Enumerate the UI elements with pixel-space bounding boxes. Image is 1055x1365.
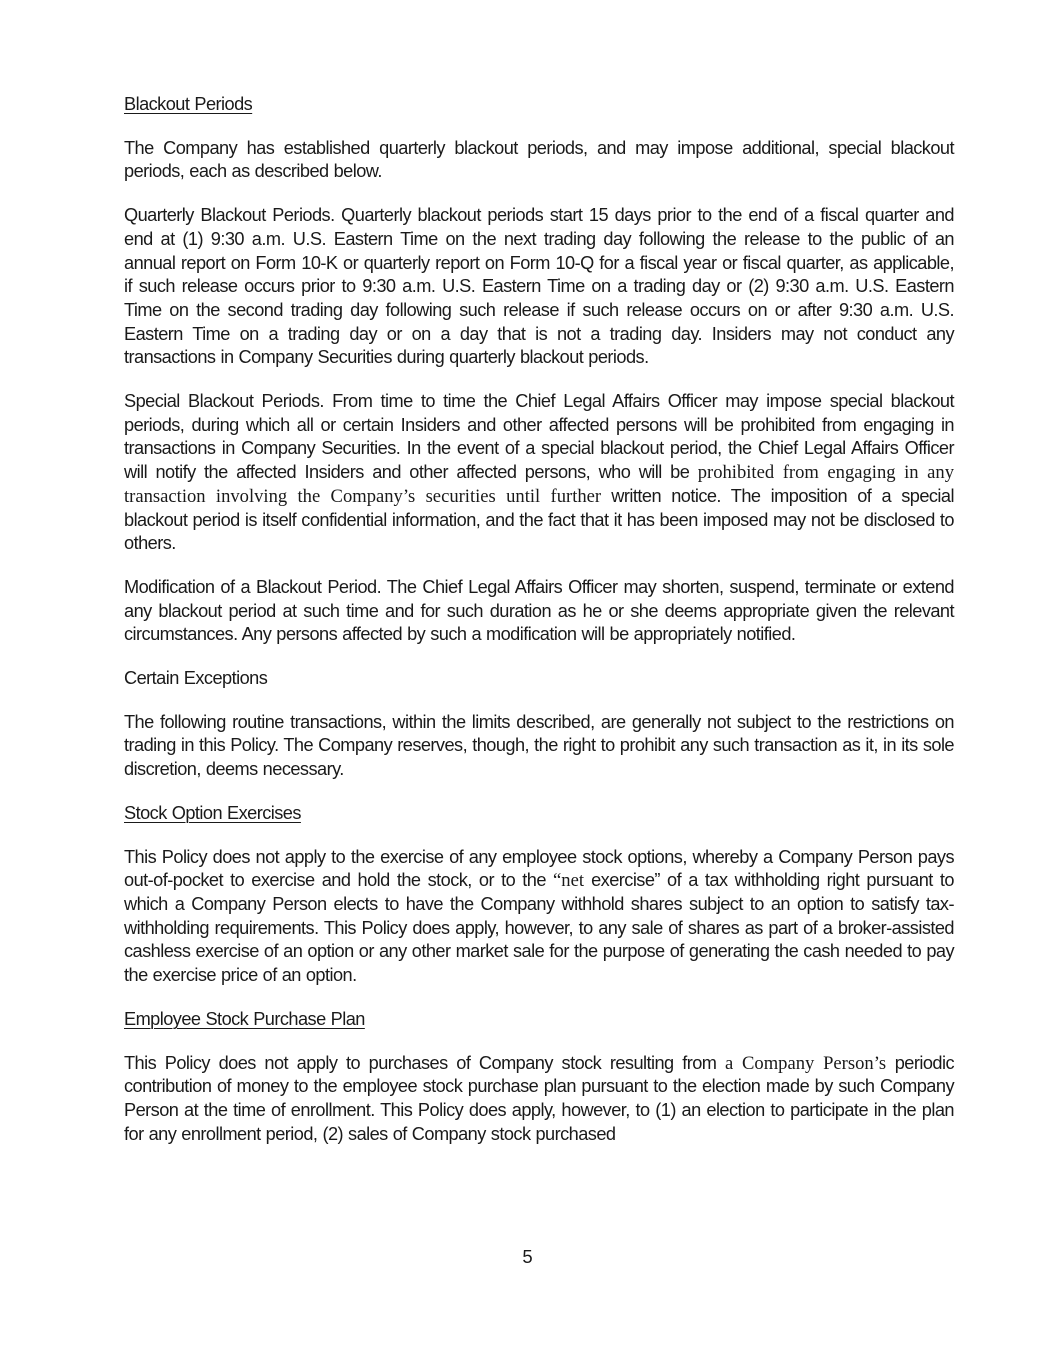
document-page (124, 93, 954, 1166)
stock-options-text-2: exercise” of a tax withholding right pursuant to which a Company Person elects to have the Company withhold shares subject to an option to satisfy tax-withholding requirements. This Policy does apply, however, to any sale of shares as part of a broker-assisted cashless exercise of an option or any other market sale for the purpose of generating the cash needed to pay the exercise price of an option. (124, 870, 954, 986)
paragraph-exceptions: The following routine transactions, within the limits described, are generally not subject to the restrictions on trading in this Policy. The Company reserves, though, the right to prohibit any such transaction as it, in its sole discretion, deems necessary. (124, 711, 954, 780)
paragraph-blackout-intro: The Company has established quarterly blackout periods, and may impose additional, special blackout periods, each as described below. (124, 137, 954, 182)
stock-options-serif-text: “net (553, 870, 584, 892)
paragraph-espp (124, 1052, 954, 1147)
heading-certain-exceptions: Certain Exceptions (124, 668, 268, 689)
espp-text-2: periodic contribution of money to the employee stock purchase plan pursuant to the election made by such Company Person at the time of enrollment. This Policy does apply, however, to (1) an election to participate in the plan for any enrollment period, (2) sales of Company stock purchased (124, 1052, 954, 1144)
stock-options-text-1: This Policy does not apply to the exercise of any employee stock options, whereby a Company Person pays out-of-pocket to exercise and hold the stock, or to the (124, 846, 954, 891)
special-blackout-serif-text: prohibited from engaging in any transaction involving the Company’s securities until further (124, 462, 954, 507)
special-blackout-text-1: Special Blackout Periods. From time to time the Chief Legal Affairs Officer may impose special blackout periods, during which all or certain Insiders and other affected persons will be prohibited from engaging in transactions in Company Securities. In the event of a special blackout period, the Chief Legal Affairs Officer will notify the affected Insiders and other affected persons, who will be (124, 391, 954, 483)
page-number: 5 (522, 1246, 533, 1267)
heading-stock-option-exercises: Stock Option Exercises (124, 802, 301, 823)
paragraph-quarterly-blackout: Quarterly Blackout Periods. Quarterly blackout periods start 15 days prior to the end of a fiscal quarter and end at (1) 9:30 a.m. U.S. Eastern Time on the next trading day following the release to the public of an annual report on Form 10-K or quarterly report on Form 10-Q for a fiscal year or fiscal quarter, as applicable, if such release occurs prior to 9:30 a.m. U.S. Eastern Time on a trading day or (2) 9:30 a.m. U.S. Eastern Time on the second trading day following such release if such release occurs on or after 9:30 a.m. U.S. Eastern Time on a trading day or on a day that is not a trading day. Insiders may not conduct any transactions in Company Securities during quarterly blackout periods. (124, 205, 954, 368)
heading-employee-stock-purchase-plan: Employee Stock Purchase Plan (124, 1008, 365, 1029)
paragraph-modification: Modification of a Blackout Period. The Chief Legal Affairs Officer may shorten, suspend, terminate or extend any blackout period at such time and for such duration as he or she deems appropriate given the relevant circumstances. Any persons affected by such a modification will be appropriately notified. (124, 576, 954, 645)
paragraph-stock-options (124, 846, 954, 988)
special-blackout-text-2: written notice. The imposition of a special blackout period is itself confidential information, and the fact that it has been imposed may not be disclosed to others. (124, 485, 954, 554)
espp-serif-text: a Company Person’s (725, 1052, 887, 1074)
heading-blackout-periods: Blackout Periods (124, 94, 253, 114)
espp-text-1: This Policy does not apply to purchases of Company stock resulting from (124, 1052, 726, 1073)
paragraph-special-blackout (124, 390, 954, 556)
